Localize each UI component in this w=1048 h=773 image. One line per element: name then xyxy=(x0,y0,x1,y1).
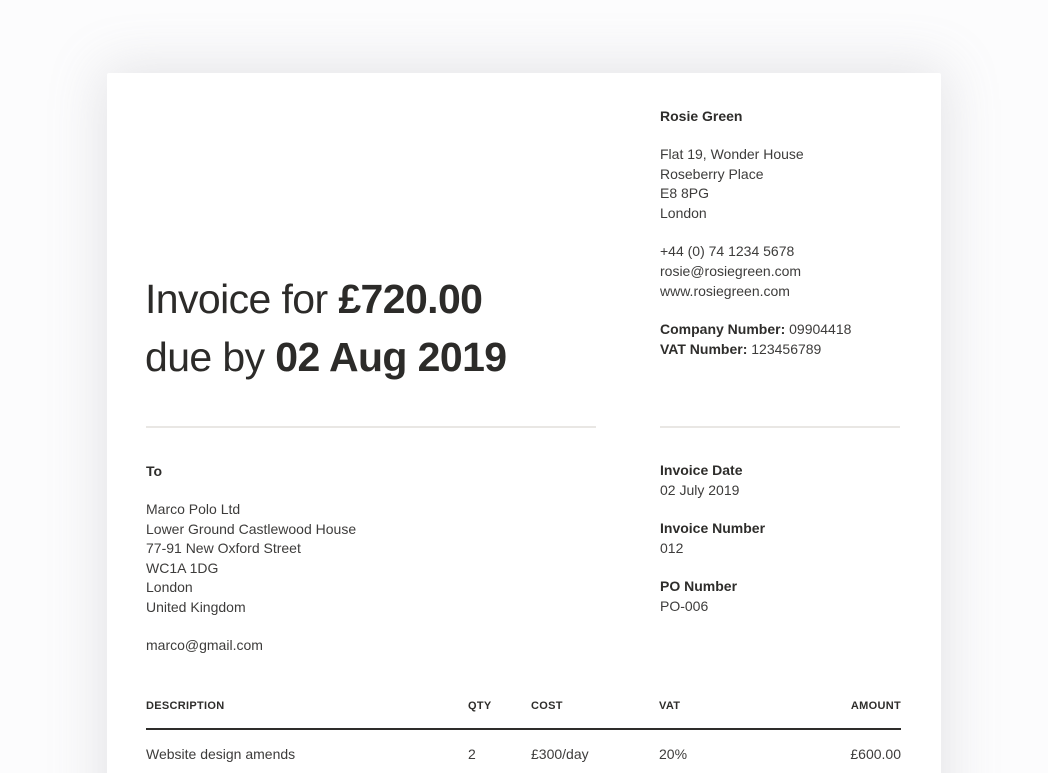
recipient-address-line: London xyxy=(146,579,193,596)
sender-address-line: Flat 19, Wonder House xyxy=(660,146,804,162)
po-number-group xyxy=(660,577,900,616)
invoice-date-group xyxy=(660,461,900,500)
sender-info xyxy=(660,106,910,378)
po-number-label: PO Number xyxy=(660,578,738,595)
invoice-headline xyxy=(145,270,506,386)
recipient-address xyxy=(146,500,596,618)
headline-line-amount xyxy=(145,270,506,328)
invoice-number-value: 012 xyxy=(660,539,684,556)
recipient-address-line: Marco Polo Ltd xyxy=(146,501,241,517)
column-header-amount: AMOUNT xyxy=(850,700,901,712)
sender-name: Rosie Green xyxy=(660,108,743,124)
sender-address-line: London xyxy=(660,204,707,221)
invoice-card xyxy=(107,73,941,773)
recipient-section xyxy=(146,461,596,655)
company-registration xyxy=(660,320,910,359)
recipient-address-line: Lower Ground Castlewood House xyxy=(146,520,357,537)
sender-phone: +44 (0) 74 1234 5678 xyxy=(660,243,795,260)
sender-contact xyxy=(660,242,910,301)
recipient-email: marco@gmail.com xyxy=(146,636,263,653)
invoice-meta xyxy=(660,461,900,636)
vat-number-label: VAT Number: xyxy=(660,340,748,357)
column-header-vat: VAT xyxy=(659,700,681,712)
row-description: Website design amends xyxy=(146,746,296,762)
headline-prefix: Invoice for xyxy=(145,276,339,322)
row-amount: £600.00 xyxy=(850,746,901,762)
recipient-address-line: 77-91 New Oxford Street xyxy=(146,540,301,557)
column-header-description: DESCRIPTION xyxy=(146,700,225,712)
sender-website: www.rosiegreen.com xyxy=(660,282,790,299)
invoice-date-label: Invoice Date xyxy=(660,462,743,478)
right-divider xyxy=(660,426,900,428)
company-number-value: 09904418 xyxy=(789,321,852,338)
row-cost: £300/day xyxy=(531,746,589,762)
sender-address-line: E8 8PG xyxy=(660,185,710,202)
headline-due-prefix: due by xyxy=(145,334,276,380)
column-header-cost: COST xyxy=(531,700,563,712)
invoice-number-label: Invoice Number xyxy=(660,520,766,537)
vat-number-value: 123456789 xyxy=(751,340,822,357)
headline-line-due xyxy=(145,328,506,386)
table-row xyxy=(146,744,901,764)
row-vat: 20% xyxy=(659,746,688,762)
column-header-qty: QTY xyxy=(468,700,492,712)
row-qty: 2 xyxy=(468,746,476,762)
sender-address xyxy=(660,145,910,223)
po-number-value: PO-006 xyxy=(660,597,709,614)
sender-address-line: Roseberry Place xyxy=(660,165,764,182)
vat-number-line xyxy=(660,340,910,360)
table-header-rule xyxy=(146,728,901,730)
invoice-number-group xyxy=(660,519,900,558)
company-number-label: Company Number: xyxy=(660,321,786,338)
headline-due-date: 02 Aug 2019 xyxy=(275,334,507,380)
headline-amount: £720.00 xyxy=(338,276,483,322)
line-items-header xyxy=(146,699,901,713)
recipient-address-line: United Kingdom xyxy=(146,598,246,615)
invoice-date-value: 02 July 2019 xyxy=(660,481,740,498)
recipient-address-line: WC1A 1DG xyxy=(146,559,219,576)
left-divider xyxy=(146,426,596,428)
sender-email: rosie@rosiegreen.com xyxy=(660,262,802,279)
to-label: To xyxy=(146,463,163,479)
company-number-line xyxy=(660,320,910,340)
